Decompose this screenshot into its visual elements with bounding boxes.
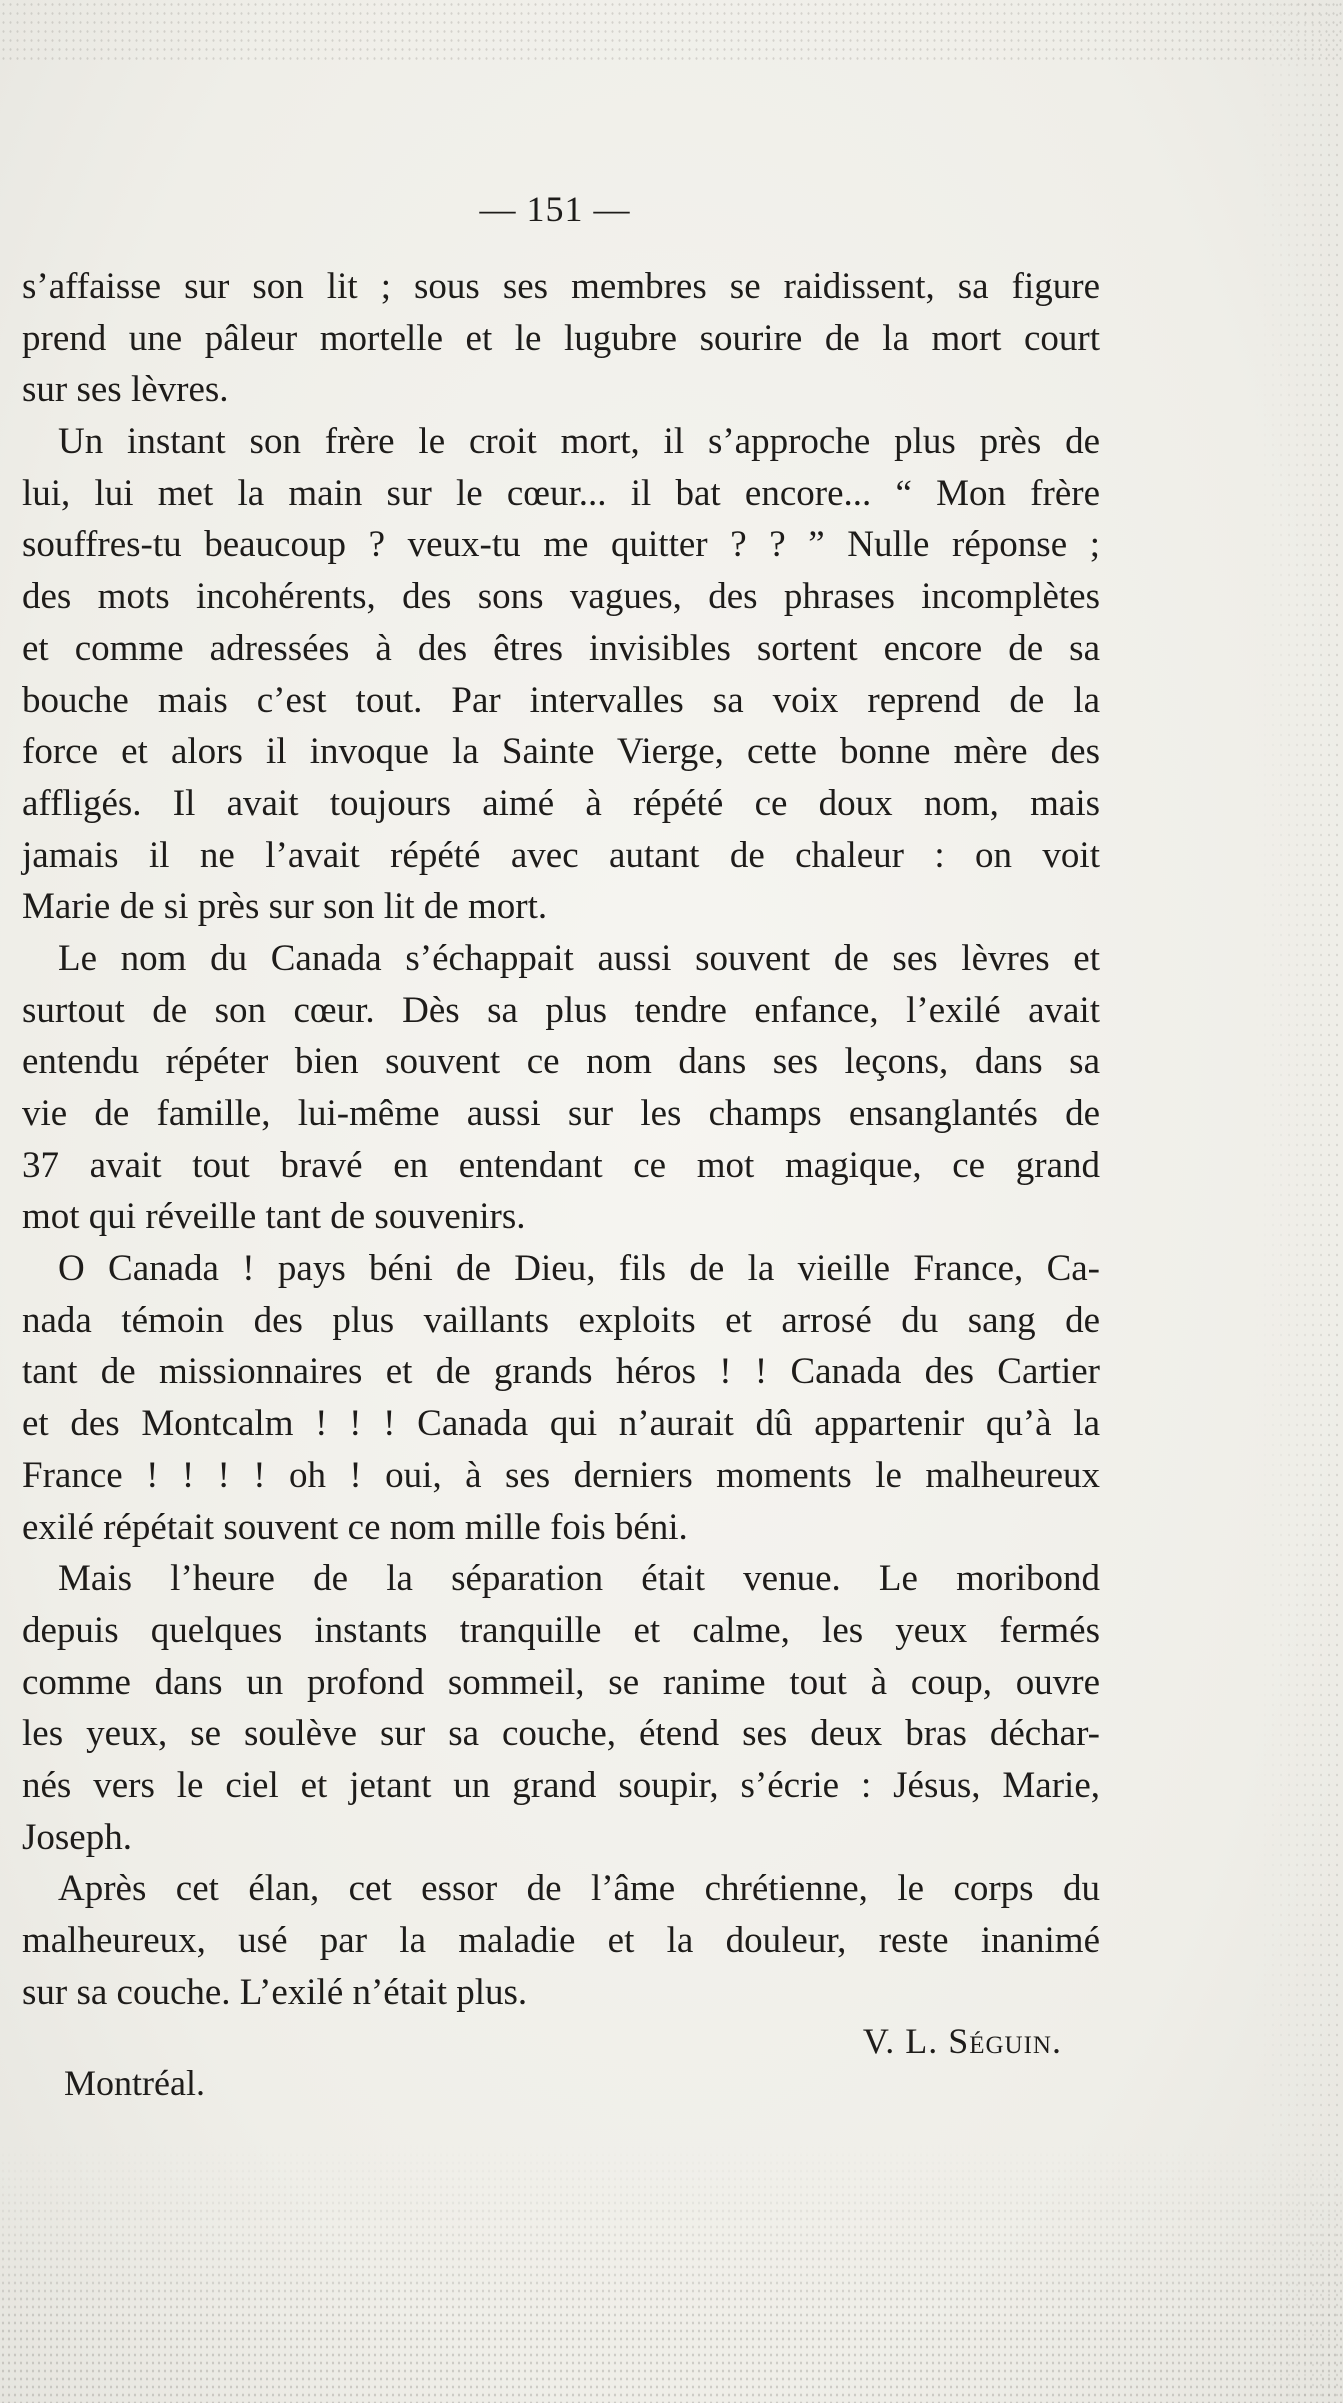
text-line: sur ses lèvres. <box>22 369 229 411</box>
text-line: force et alors il invoque la Sainte Vierge, cette bonne mère des <box>22 731 1100 773</box>
paper-speckle-bottom <box>0 2143 1343 2403</box>
text-line: Un instant son frère le croit mort, il s’approche plus près de <box>58 421 1100 463</box>
text-line: sur sa couche. L’exilé n’était plus. <box>22 1971 528 2013</box>
text-line: Marie de si près sur son lit de mort. <box>22 886 548 928</box>
text-line: Mais l’heure de la séparation était venue. Le moribond <box>58 1558 1100 1600</box>
text-line: affligés. Il avait toujours aimé à répété ce doux nom, mais <box>22 782 1100 824</box>
text-line: nés vers le ciel et jetant un grand soupir, s’écrie : Jésus, Marie, <box>22 1764 1100 1806</box>
text-line: exilé répétait souvent ce nom mille fois béni. <box>22 1506 688 1548</box>
page-number: — 151 — <box>479 189 631 229</box>
text-line: Joseph. <box>22 1816 132 1858</box>
text-line: nada témoin des plus vaillants exploits et arrosé du sang de <box>22 1299 1100 1341</box>
text-line: comme dans un profond sommeil, se ranime tout à coup, ouvre <box>22 1661 1100 1703</box>
text-line: surtout de son cœur. Dès sa plus tendre enfance, l’exilé avait <box>22 989 1100 1031</box>
text-line: depuis quelques instants tranquille et calme, les yeux fermés <box>22 1609 1100 1651</box>
text-line: 37 avait tout bravé en entendant ce mot magique, ce grand <box>22 1144 1100 1186</box>
text-line: Après cet élan, cet essor de l’âme chrétienne, le corps du <box>58 1868 1100 1910</box>
text-line: malheureux, usé par la maladie et la douleur, reste inanimé <box>22 1920 1100 1961</box>
text-line: bouche mais c’est tout. Par intervalles sa voix reprend de la <box>22 679 1100 721</box>
text-line: prend une pâleur mortelle et le lugubre sourire de la mort court <box>22 317 1100 359</box>
text-line: tant de missionnaires et de grands héros ! ! Canada des Cartier <box>22 1351 1100 1393</box>
text-line: des mots incohérents, des sons vagues, des phrases incomplètes <box>22 576 1100 618</box>
place-line: Montréal. <box>64 2063 205 2103</box>
paper-speckle-top <box>0 0 1343 60</box>
body-text <box>22 261 1100 2018</box>
text-line: souffres-tu beaucoup ? veux-tu me quitter ? ? ” Nulle réponse ; <box>22 524 1100 566</box>
text-line: mot qui réveille tant de souvenirs. <box>22 1196 526 1238</box>
text-line: Le nom du Canada s’échappait aussi souvent de ses lèvres et <box>58 937 1100 979</box>
text-line: lui, lui met la main sur le cœur... il bat encore... “ Mon frère <box>22 472 1100 514</box>
author-signature: V. L. Séguin. <box>862 2021 1062 2061</box>
text-line: les yeux, se soulève sur sa couche, étend ses deux bras déchar- <box>22 1713 1100 1755</box>
text-line: France ! ! ! ! oh ! oui, à ses derniers moments le malheureux <box>22 1454 1100 1496</box>
text-line: jamais il ne l’avait répété avec autant de chaleur : on voit <box>22 834 1100 876</box>
text-line: entendu répéter bien souvent ce nom dans ses leçons, dans sa <box>22 1041 1100 1083</box>
paper-speckle-right <box>1253 0 1343 2403</box>
text-line: et comme adressées à des êtres invisibles sortent encore de sa <box>22 627 1100 669</box>
text-line: et des Montcalm ! ! ! Canada qui n’aurait dû appartenir qu’à la <box>22 1403 1100 1445</box>
text-line: vie de famille, lui-même aussi sur les champs ensanglantés de <box>22 1093 1100 1134</box>
text-line: s’affaisse sur son lit ; sous ses membres se raidissent, sa figure <box>22 266 1100 307</box>
text-line: O Canada ! pays béni de Dieu, fils de la vieille France, Ca- <box>58 1248 1100 1290</box>
